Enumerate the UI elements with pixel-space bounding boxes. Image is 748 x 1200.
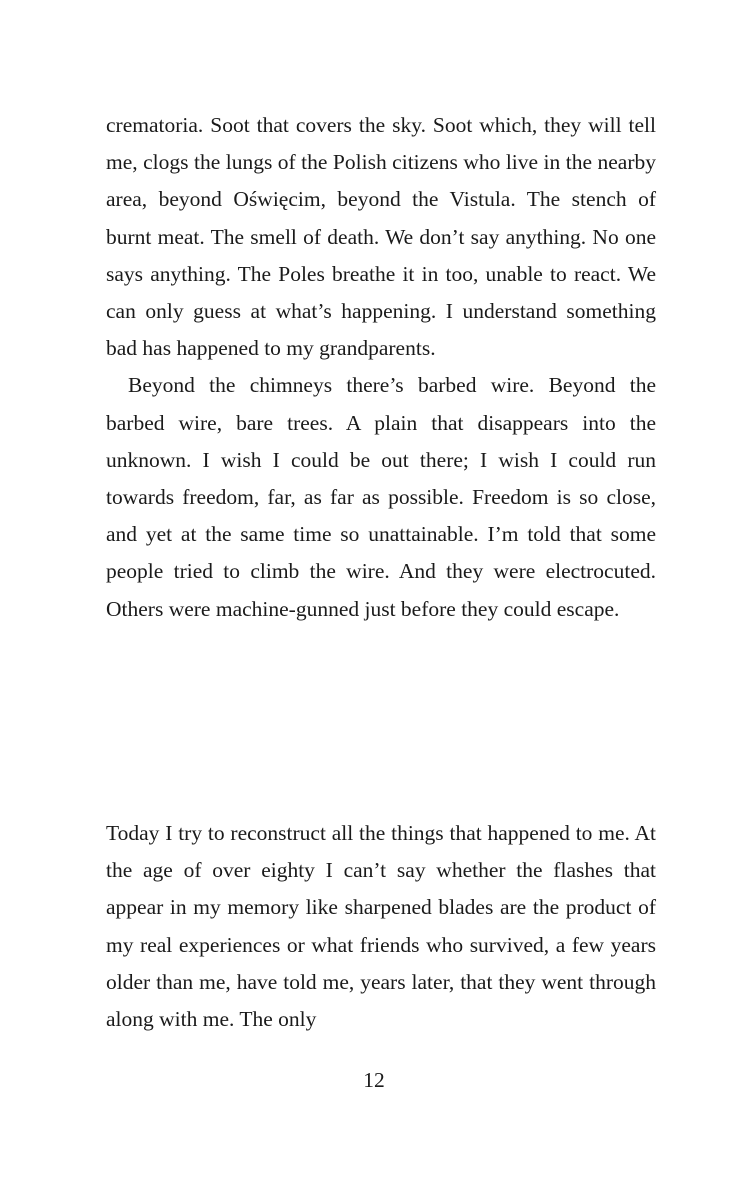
paragraph: Today I try to reconstruct all the things that happened to me. At the age of over eighty I can’t say whether the flashes that appear in my memory like sharpened blades are the product of my real experiences or what friends who survived, a few years older than me, have told me, years later, that they went through along with me. The only <box>106 821 656 1032</box>
page-number: 12 <box>363 1068 385 1092</box>
paragraph: Beyond the chimneys there’s barbed wire. Beyond the barbed wire, bare trees. A plain that disappears into the unknown. I wish I could be out there; I wish I could run towards freedom, far, as far as possible. Freedom is so close, and yet at the same time so unattainable. I’m told that some people tried to climb the wire. And they were electrocuted. Others were machine-gunned just before they could escape. <box>106 373 656 621</box>
text-section-2 <box>106 815 656 1038</box>
text-section-1 <box>106 107 656 628</box>
paragraph: crematoria. Soot that covers the sky. Soot which, they will tell me, clogs the lungs of the Polish citizens who live in the nearby area, beyond Oświęcim, beyond the Vistula. The stench of burnt meat. The smell of death. We don’t say anything. No one says anything. The Poles breathe it in too, unable to react. We can only guess at what’s happening. I understand something bad has happened to my grandparents. <box>106 113 656 361</box>
